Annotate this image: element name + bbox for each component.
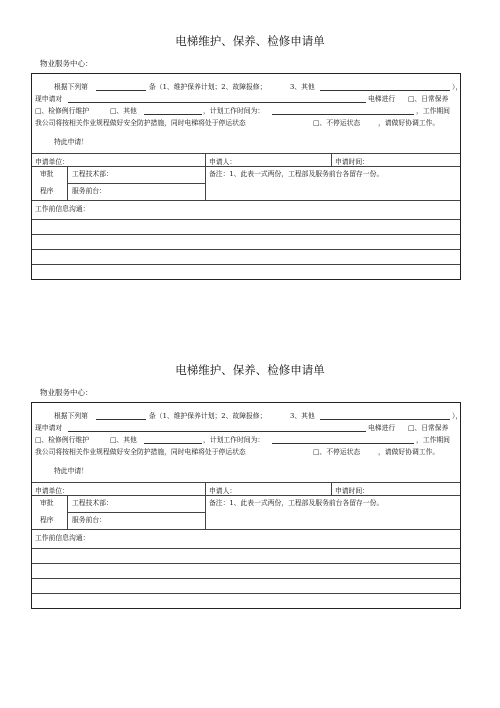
line2-prefix: 现申请对 <box>35 424 63 432</box>
application-form-1 <box>0 33 500 333</box>
divider <box>32 482 460 483</box>
line1-prefix: 根据下列第 <box>54 412 88 420</box>
divider <box>67 512 205 513</box>
divider <box>32 200 460 201</box>
daily-maintenance-checkbox[interactable]: □、日常保养 <box>408 424 449 432</box>
divider <box>32 219 460 220</box>
closing-text: 特此申请！ <box>54 467 88 475</box>
apply-time-label: 申请时间： <box>335 158 369 166</box>
other-reason-blank[interactable] <box>320 90 450 91</box>
item-number-blank[interactable] <box>96 419 146 420</box>
other-reason-blank[interactable] <box>320 419 450 420</box>
safety-statement: 我公司将按相关作业规程做好安全防护措施，同时电梯将处于停运状态 <box>35 119 246 127</box>
line2-mid: 电梯进行 <box>368 95 396 103</box>
divider <box>32 593 460 594</box>
form-table <box>31 402 461 609</box>
line1-prefix: 根据下列第 <box>54 83 88 91</box>
service-center-label: 物业服务中心： <box>40 388 93 397</box>
divider <box>32 249 460 250</box>
line1-end: ）， <box>452 412 463 420</box>
pre-work-label: 工作前信息沟通： <box>35 534 90 542</box>
divider <box>32 578 460 579</box>
line2-mid: 电梯进行 <box>368 424 396 432</box>
divider <box>32 548 460 549</box>
applicant-unit-label: 申请单位： <box>35 158 69 166</box>
line1-other: 3、其他 <box>290 412 315 420</box>
divider <box>32 166 460 167</box>
divider <box>67 183 205 184</box>
closing-text: 特此申请！ <box>54 138 88 146</box>
other-checkbox[interactable]: □、其他 <box>110 107 137 115</box>
work-period-label: ，工作期间 <box>416 107 450 115</box>
form-table <box>31 73 461 280</box>
no-stop-checkbox[interactable]: □、不停运状态 <box>313 448 361 456</box>
approval-label-2: 程序 <box>40 187 54 195</box>
front-desk-label: 服务前台： <box>72 516 106 524</box>
safety-statement: 我公司将按相关作业规程做好安全防护措施，同时电梯将处于停运状态 <box>35 448 246 456</box>
applicant-label: 申请人： <box>209 158 237 166</box>
line1-end: ）， <box>452 83 463 91</box>
line1-options: 条（1、维护保养计划；2、故障报修； <box>149 83 267 91</box>
applicant-label: 申请人： <box>209 487 237 495</box>
divider <box>331 482 332 495</box>
work-period-label: ，工作期间 <box>416 436 450 444</box>
divider <box>32 529 460 530</box>
service-center-label: 物业服务中心： <box>40 59 93 68</box>
item-number-blank[interactable] <box>96 90 146 91</box>
routine-maintenance-checkbox[interactable]: □、检修例行维护 <box>35 436 89 444</box>
line2-prefix: 现申请对 <box>35 95 63 103</box>
plan-time-label: ，计划工作时间为： <box>203 436 265 444</box>
form-title: 电梯维护、保养、检修申请单 <box>175 363 325 377</box>
divider <box>32 234 460 235</box>
front-desk-label: 服务前台： <box>72 187 106 195</box>
divider <box>32 264 460 265</box>
divider <box>32 563 460 564</box>
approval-label-2: 程序 <box>40 516 54 524</box>
divider <box>331 153 332 166</box>
coordination-text: ，请做好协调工作。 <box>378 119 440 127</box>
approval-label-1: 审批 <box>40 170 54 178</box>
remark-text: 备注：1、此表一式两份，工程部及服务前台各留存一份。 <box>209 499 384 507</box>
remark-text: 备注：1、此表一式两份，工程部及服务前台各留存一份。 <box>209 170 384 178</box>
apply-time-label: 申请时间： <box>335 487 369 495</box>
approval-label-1: 审批 <box>40 499 54 507</box>
line1-other: 3、其他 <box>290 83 315 91</box>
divider <box>205 166 206 200</box>
coordination-text: ，请做好协调工作。 <box>378 448 440 456</box>
other-checkbox[interactable]: □、其他 <box>110 436 137 444</box>
other-work-blank[interactable] <box>144 114 202 115</box>
plan-time-blank[interactable] <box>272 443 414 444</box>
engineering-label: 工程技术部： <box>72 499 113 507</box>
divider <box>32 495 460 496</box>
plan-time-label: ，计划工作时间为： <box>203 107 265 115</box>
form-title: 电梯维护、保养、检修申请单 <box>175 34 325 48</box>
elevator-blank[interactable] <box>68 431 366 432</box>
divider <box>205 495 206 529</box>
engineering-label: 工程技术部： <box>72 170 113 178</box>
plan-time-blank[interactable] <box>272 114 414 115</box>
routine-maintenance-checkbox[interactable]: □、检修例行维护 <box>35 107 89 115</box>
pre-work-label: 工作前信息沟通： <box>35 205 90 213</box>
line1-options: 条（1、维护保养计划；2、故障报修； <box>149 412 267 420</box>
divider <box>32 153 460 154</box>
divider <box>205 153 206 166</box>
other-work-blank[interactable] <box>144 443 202 444</box>
no-stop-checkbox[interactable]: □、不停运状态 <box>313 119 361 127</box>
applicant-unit-label: 申请单位： <box>35 487 69 495</box>
application-form-2 <box>0 362 500 662</box>
elevator-blank[interactable] <box>68 102 366 103</box>
daily-maintenance-checkbox[interactable]: □、日常保养 <box>408 95 449 103</box>
divider <box>205 482 206 495</box>
